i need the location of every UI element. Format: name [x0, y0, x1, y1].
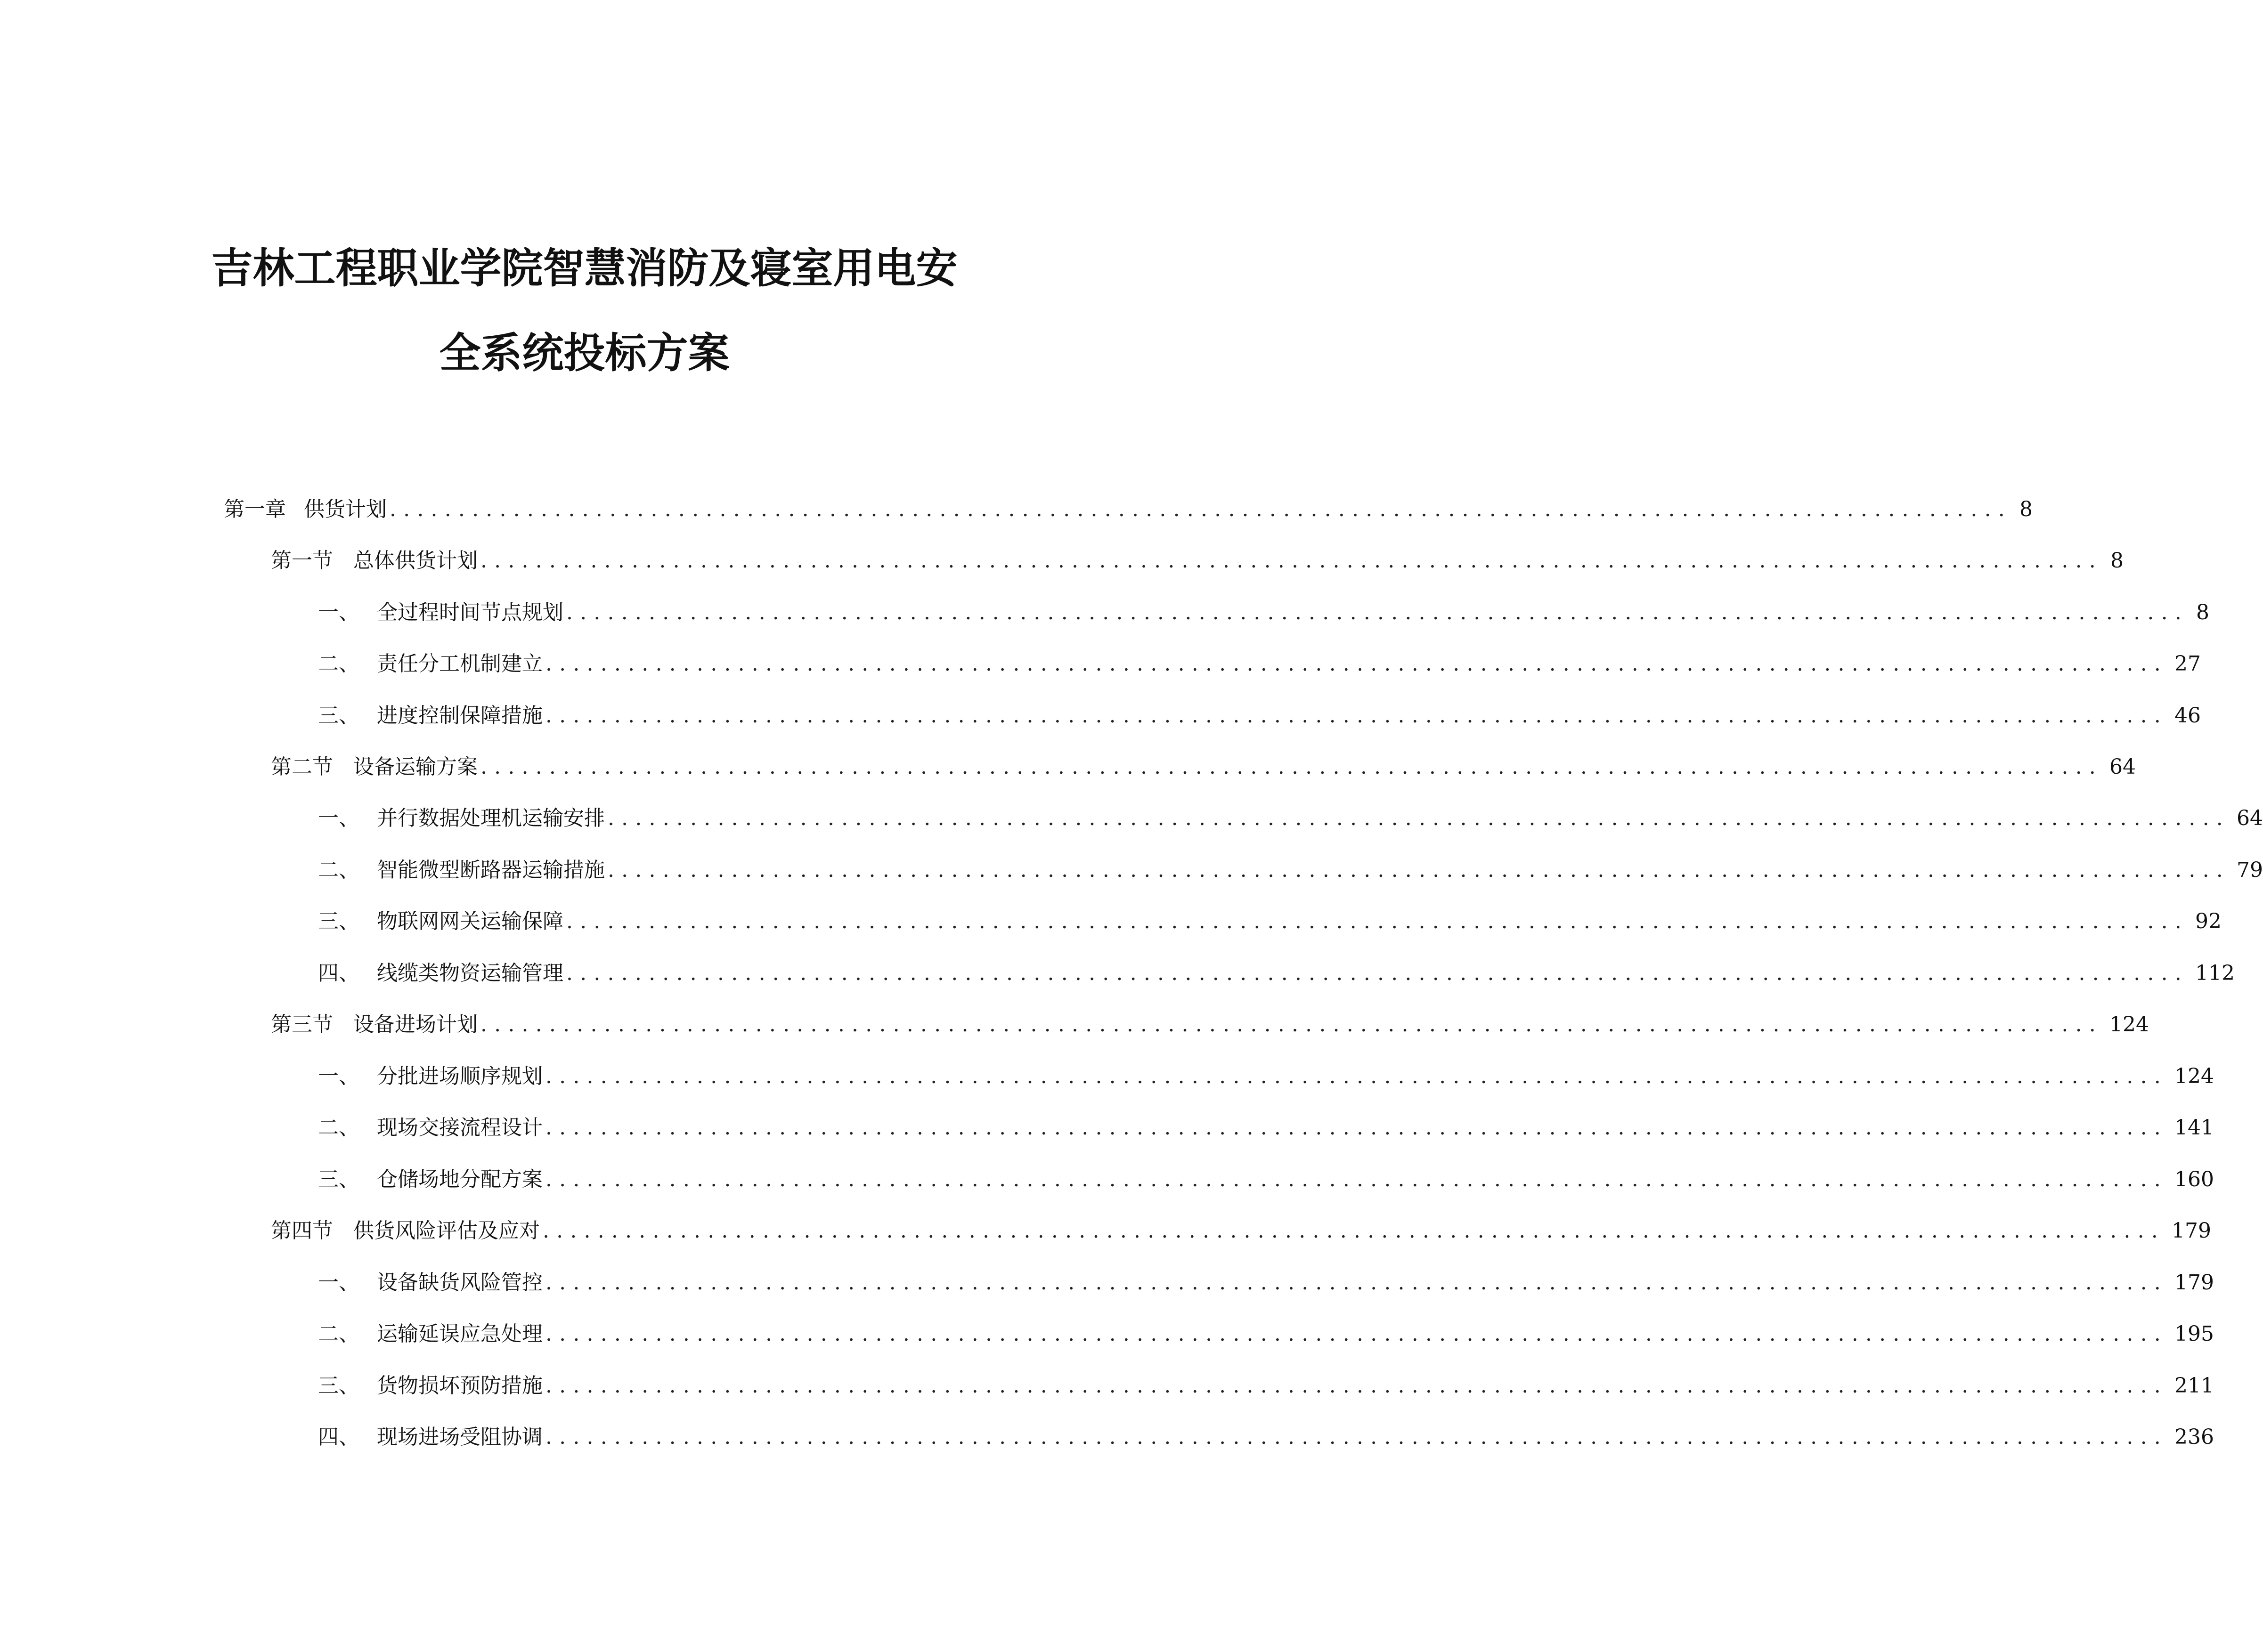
toc-dot-leader: ......................................................................................................................	[545, 1116, 2168, 1140]
toc-dot-leader: ......................................................................................................................	[608, 858, 2230, 882]
toc-entry-page: 8	[2196, 600, 2209, 624]
toc-entry-title: 仓储场地分配方案	[377, 1167, 543, 1191]
toc-entry-page: 92	[2195, 909, 2222, 933]
toc-entry-page: 46	[2174, 704, 2201, 728]
toc-entry[interactable]	[271, 1212, 2211, 1250]
toc-entry-page: 124	[2109, 1012, 2149, 1037]
toc-entry-number: 第三节	[271, 1012, 333, 1037]
toc-entry-title: 并行数据处理机运输安排	[377, 806, 605, 830]
toc-dot-leader: ......................................................................................................................	[543, 1219, 2165, 1243]
toc-entry-title: 供货计划	[304, 497, 387, 521]
toc-entry[interactable]	[318, 594, 2209, 632]
toc-entry-title: 智能微型断路器运输措施	[377, 858, 605, 882]
toc-entry-title: 现场进场受阻协调	[377, 1425, 543, 1449]
toc-entry[interactable]	[318, 955, 2235, 992]
toc-entry-number: 四、	[318, 1425, 359, 1449]
toc-entry-number: 一、	[318, 1271, 359, 1295]
toc-entry[interactable]	[318, 1264, 2214, 1302]
toc-entry[interactable]	[318, 697, 2201, 735]
toc-entry-title: 现场交接流程设计	[377, 1116, 543, 1140]
toc-entry-number: 二、	[318, 858, 359, 882]
toc-entry-title: 物联网网关运输保障	[377, 909, 563, 933]
toc-entry-title: 设备进场计划	[353, 1012, 478, 1037]
toc-dot-leader: ......................................................................................................................	[480, 755, 2103, 779]
toc-entry-title: 供货风险评估及应对	[353, 1219, 540, 1243]
toc-entry-number: 一、	[318, 600, 359, 624]
toc-entry-number: 第一节	[271, 549, 333, 573]
toc-dot-leader: ......................................................................................................................	[608, 806, 2230, 830]
toc-dot-leader: ......................................................................................................................	[566, 961, 2189, 985]
toc-entry-title: 全过程时间节点规划	[377, 600, 563, 624]
toc-entry-title: 总体供货计划	[353, 549, 478, 573]
toc-entry-number: 三、	[318, 909, 359, 933]
toc-dot-leader: ......................................................................................................................	[545, 1271, 2168, 1295]
toc-entry-title: 责任分工机制建立	[377, 652, 543, 676]
toc-dot-leader: ......................................................................................................................	[480, 549, 2103, 573]
toc-entry-number: 一、	[318, 806, 359, 830]
toc-entry[interactable]	[224, 491, 2033, 528]
toc-dot-leader: ......................................................................................................................	[545, 1425, 2168, 1449]
toc-dot-leader: ......................................................................................................................	[545, 1374, 2168, 1398]
toc-entry-number: 四、	[318, 961, 359, 985]
toc-entry[interactable]	[318, 645, 2201, 683]
toc-entry-number: 二、	[318, 1116, 359, 1140]
toc-entry-number: 第一章	[224, 497, 286, 521]
toc-entry[interactable]	[271, 748, 2136, 786]
toc-entry[interactable]	[318, 1109, 2214, 1147]
toc-entry-title: 设备缺货风险管控	[377, 1271, 543, 1295]
toc-entry-page: 124	[2174, 1064, 2214, 1088]
toc-dot-leader: ......................................................................................................................	[566, 909, 2189, 933]
toc-entry-page: 8	[2110, 549, 2124, 573]
toc-entry[interactable]	[318, 1058, 2214, 1095]
toc-entry-page: 236	[2174, 1425, 2214, 1449]
toc-entry-number: 三、	[318, 1167, 359, 1191]
toc-dot-leader: ......................................................................................................................	[545, 1322, 2168, 1346]
toc-entry-title: 运输延误应急处理	[377, 1322, 543, 1346]
toc-entry-title: 分批进场顺序规划	[377, 1064, 543, 1088]
toc-entry-page: 160	[2174, 1167, 2214, 1191]
toc-entry-title: 设备运输方案	[353, 755, 478, 779]
toc-entry[interactable]	[271, 1006, 2149, 1044]
toc-dot-leader: ......................................................................................................................	[390, 497, 2012, 521]
toc-entry[interactable]	[318, 851, 2263, 889]
toc-entry-page: 8	[2019, 497, 2033, 521]
toc-dot-leader: ......................................................................................................................	[545, 704, 2168, 728]
toc-entry-number: 三、	[318, 704, 359, 728]
toc-entry-page: 179	[2172, 1219, 2211, 1243]
toc-entry[interactable]	[318, 1161, 2214, 1199]
toc-entry-page: 141	[2174, 1116, 2214, 1140]
toc-entry-page: 211	[2174, 1374, 2214, 1398]
toc-entry[interactable]	[318, 1315, 2214, 1353]
toc-entry-title: 线缆类物资运输管理	[377, 961, 563, 985]
toc-dot-leader: ......................................................................................................................	[545, 652, 2168, 676]
toc-entry-page: 195	[2174, 1322, 2214, 1346]
document-title-line-1: 吉林工程职业学院智慧消防及寝室用电安	[211, 244, 958, 292]
toc-entry-number: 第二节	[271, 755, 333, 779]
toc-entry-page: 64	[2237, 806, 2263, 830]
toc-entry-number: 一、	[318, 1064, 359, 1088]
toc-entry-number: 二、	[318, 1322, 359, 1346]
toc-entry[interactable]	[318, 903, 2222, 940]
toc-dot-leader: ......................................................................................................................	[566, 600, 2189, 624]
toc-entry-page: 27	[2174, 652, 2201, 676]
toc-entry-page: 64	[2109, 755, 2136, 779]
toc-entry-number: 第四节	[271, 1219, 333, 1243]
toc-entry-number: 二、	[318, 652, 359, 676]
toc-entry-title: 货物损坏预防措施	[377, 1374, 543, 1398]
toc-entry-page: 179	[2174, 1271, 2214, 1295]
toc-entry[interactable]	[318, 1367, 2214, 1405]
toc-dot-leader: ......................................................................................................................	[480, 1012, 2103, 1037]
toc-dot-leader: ......................................................................................................................	[545, 1167, 2168, 1191]
toc-entry-page: 112	[2195, 961, 2235, 985]
toc-entry-title: 进度控制保障措施	[377, 704, 543, 728]
toc-entry[interactable]	[318, 800, 2263, 837]
toc-entry[interactable]	[318, 1418, 2214, 1456]
toc-entry-page: 79	[2237, 858, 2263, 882]
toc-entry[interactable]	[271, 542, 2124, 580]
toc-entry-number: 三、	[318, 1374, 359, 1398]
document-title-line-2: 全系统投标方案	[439, 329, 730, 377]
toc-dot-leader: ......................................................................................................................	[545, 1064, 2168, 1088]
